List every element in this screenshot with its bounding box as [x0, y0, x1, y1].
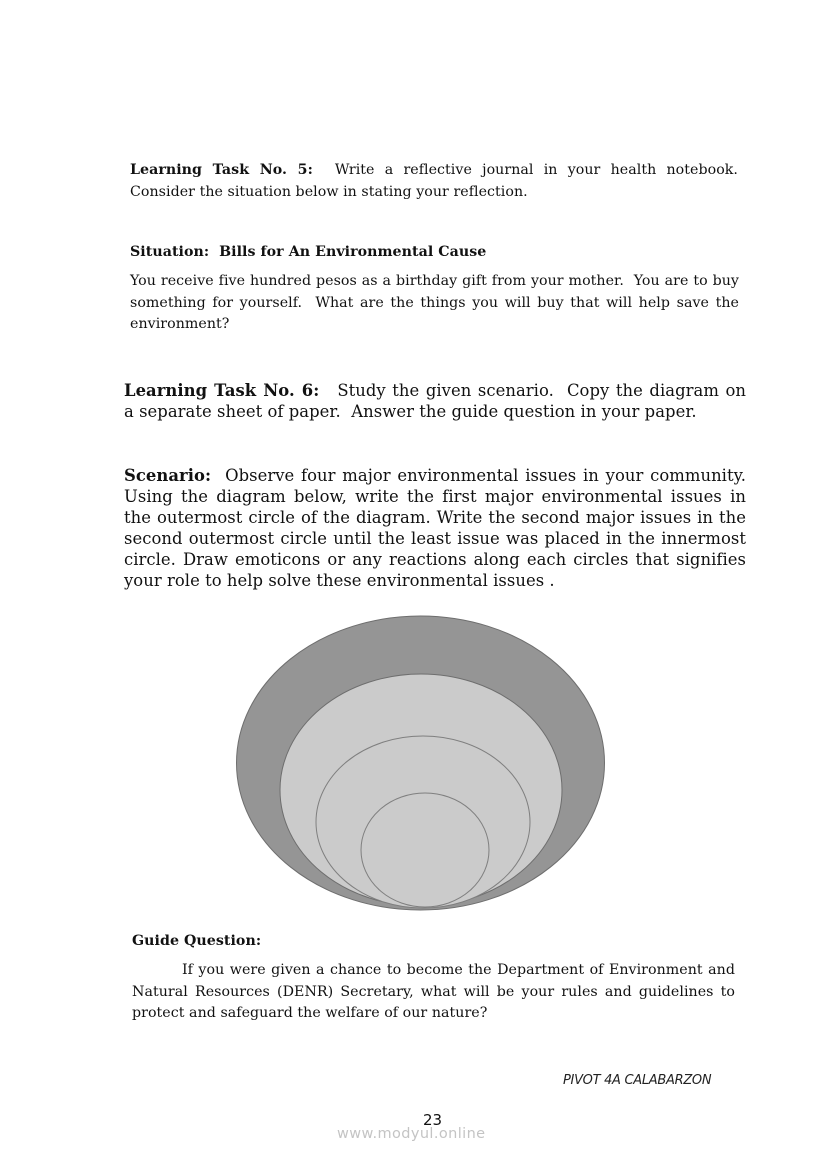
learning-task-5 [130, 160, 738, 203]
task6-label: Learning Task No. 6: [124, 381, 320, 400]
watermark: www.modyul.online [337, 1126, 486, 1142]
situation-body: You receive five hundred pesos as a birthday gift from your mother. You are to buy something for yourself. What are the things you will buy that will help save the environment? [130, 273, 744, 332]
guide-question-title: Guide Question: [132, 933, 262, 949]
scenario-label: Scenario: [124, 466, 212, 485]
task5-label: Learning Task No. 5: [130, 162, 313, 178]
footer-series-label: PIVOT 4A CALABARZON [563, 1073, 712, 1088]
task5-text: Write a reflective journal in your health notebook. Consider the situation below in stating your reflection. [130, 162, 738, 200]
guide-question-body: If you were given a chance to become the Department of Environment and Natural Resources (DENR) Secretary, what will be your rules and guidelines to protect and safeguard the welfare of our nature? [132, 962, 735, 1021]
scenario-text: Observe four major environmental issues in your community. Using the diagram below, write the first major environmental issues in the outermost circle of the diagram. Write the second major issues in the second outermost circle until the least issue was placed in the innermost circle. Draw emoticons or any reactions along each circles that signifies your role to help solve these environmental issues . [124, 466, 746, 590]
scenario-paragraph [124, 465, 746, 591]
situation-title: Situation: Bills for An Environmental Cause [130, 244, 487, 260]
task6-text: Study the given scenario. Copy the diagram on a separate sheet of paper. Answer the guide question in your paper. [124, 381, 752, 421]
nested-circles-diagram [230, 610, 610, 916]
page-number: 23 [423, 1111, 443, 1129]
innermost-circle [361, 793, 489, 907]
learning-task-6 [124, 380, 752, 422]
